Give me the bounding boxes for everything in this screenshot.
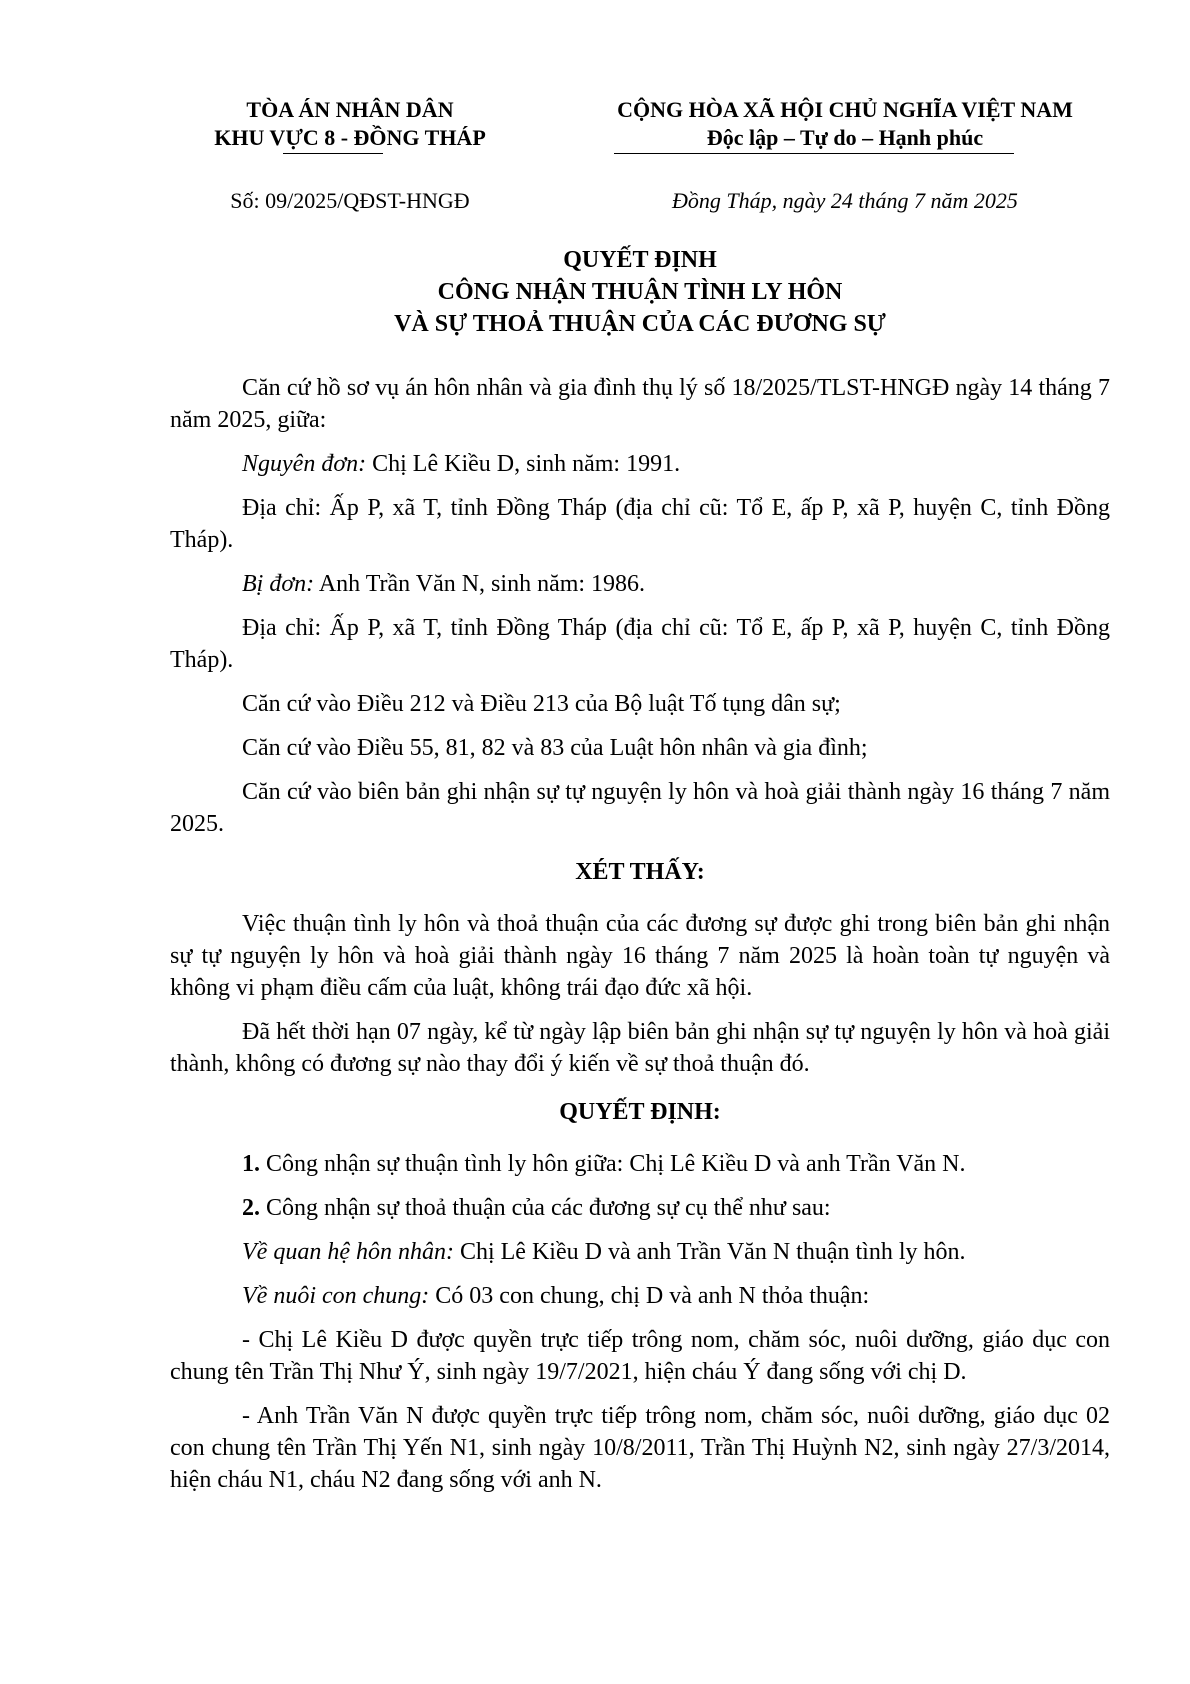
- law-basis-2: Căn cứ vào Điều 55, 81, 82 và 83 của Luật hôn nhân và gia đình;: [242, 735, 868, 761]
- document-title: [170, 244, 1110, 340]
- national-motto: Độc lập – Tự do – Hạnh phúc: [706, 125, 984, 150]
- marriage-text: Chị Lê Kiều D và anh Trần Văn N thuận tình ly hôn.: [453, 1239, 966, 1265]
- plaintiff: [170, 448, 1110, 480]
- court-region: KHU VỰC 8 - ĐỒNG THÁP: [214, 125, 486, 150]
- plaintiff-text: Chị Lê Kiều D, sinh năm: 1991.: [366, 451, 681, 477]
- marriage-label: Về quan hệ hôn nhân:: [242, 1239, 454, 1265]
- title-line-2: CÔNG NHẬN THUẬN TÌNH LY HÔN: [437, 279, 843, 305]
- decision-heading: QUYẾT ĐỊNH:: [559, 1099, 721, 1125]
- marriage-relation: [170, 1236, 1110, 1268]
- findings-heading: XÉT THẤY:: [575, 859, 705, 885]
- children-label: Về nuôi con chung:: [242, 1283, 430, 1309]
- case-file-basis: Căn cứ hồ sơ vụ án hôn nhân và gia đình thụ lý số 18/2025/TLST-HNGĐ ngày 14 tháng 7 năm 2025, giữa:: [170, 375, 1110, 433]
- children-text: Có 03 con chung, chị D và anh N thỏa thuận:: [429, 1283, 870, 1309]
- law-basis-1: Căn cứ vào Điều 212 và Điều 213 của Bộ luật Tố tụng dân sự;: [242, 691, 841, 717]
- decision-item-2-text: Công nhận sự thoả thuận của các đương sự cụ thể như sau:: [260, 1195, 831, 1221]
- defendant-label: Bị đơn:: [242, 571, 315, 597]
- court-name: TÒA ÁN NHÂN DÂN: [246, 97, 454, 122]
- custody-father: - Anh Trần Văn N được quyền trực tiếp trông nom, chăm sóc, nuôi dưỡng, giáo dục 02 con chung tên Trần Thị Yến N1, sinh ngày 10/8/2011, Trần Thị Huỳnh N2, sinh ngày 27/3/2014, hiện cháu N1, cháu N2 đang sống với anh N.: [170, 1403, 1110, 1493]
- decision-item-1-number: 1.: [242, 1151, 260, 1177]
- findings-paragraph-2: Đã hết thời hạn 07 ngày, kể từ ngày lập biên bản ghi nhận sự tự nguyện ly hôn và hoà giải thành, không có đương sự nào thay đổi ý kiến về sự thoả thuận đó.: [170, 1019, 1110, 1077]
- findings-paragraph-1: Việc thuận tình ly hôn và thoả thuận của các đương sự được ghi trong biên bản ghi nhận sự tự nguyện ly hôn và hoà giải thành ngày 16 tháng 7 năm 2025 là hoàn toàn tự nguyện và không vi phạm điều cấm của luật, không trái đạo đức xã hội.: [170, 911, 1110, 1001]
- custody-mother: - Chị Lê Kiều D được quyền trực tiếp trông nom, chăm sóc, nuôi dưỡng, giáo dục con chung tên Trần Thị Như Ý, sinh ngày 19/7/2021, hiện cháu Ý đang sống với chị D.: [170, 1327, 1110, 1385]
- document-body: [170, 372, 1110, 1508]
- court-underline: [283, 153, 383, 154]
- court-header: [170, 96, 530, 152]
- title-line-3: VÀ SỰ THOẢ THUẬN CỦA CÁC ĐƯƠNG SỰ: [394, 311, 886, 337]
- defendant: [170, 568, 1110, 600]
- place-date: Đồng Tháp, ngày 24 tháng 7 năm 2025: [672, 188, 1018, 213]
- decision-item-2-number: 2.: [242, 1195, 260, 1221]
- document-number: Số: 09/2025/QĐST-HNGĐ: [230, 188, 470, 213]
- law-basis-3: Căn cứ vào biên bản ghi nhận sự tự nguyện ly hôn và hoà giải thành ngày 16 tháng 7 năm 2025.: [170, 779, 1110, 837]
- plaintiff-address: Địa chỉ: Ấp P, xã T, tỉnh Đồng Tháp (địa chỉ cũ: Tổ E, ấp P, xã P, huyện C, tỉnh Đồng Tháp).: [170, 495, 1110, 553]
- national-name: CỘNG HÒA XÃ HỘI CHỦ NGHĨA VIỆT NAM: [617, 97, 1073, 122]
- decision-item-1: [170, 1148, 1110, 1180]
- child-custody: [170, 1280, 1110, 1312]
- decision-item-1-text: Công nhận sự thuận tình ly hôn giữa: Chị Lê Kiều D và anh Trần Văn N.: [260, 1151, 966, 1177]
- decision-item-2: [170, 1192, 1110, 1224]
- defendant-text: Anh Trần Văn N, sinh năm: 1986.: [314, 571, 646, 597]
- plaintiff-label: Nguyên đơn:: [242, 451, 367, 477]
- defendant-address: Địa chỉ: Ấp P, xã T, tỉnh Đồng Tháp (địa chỉ cũ: Tổ E, ấp P, xã P, huyện C, tỉnh Đồng Tháp).: [170, 615, 1110, 673]
- national-header: [560, 96, 1130, 152]
- motto-underline: [614, 153, 1014, 154]
- title-line-1: QUYẾT ĐỊNH: [563, 247, 717, 273]
